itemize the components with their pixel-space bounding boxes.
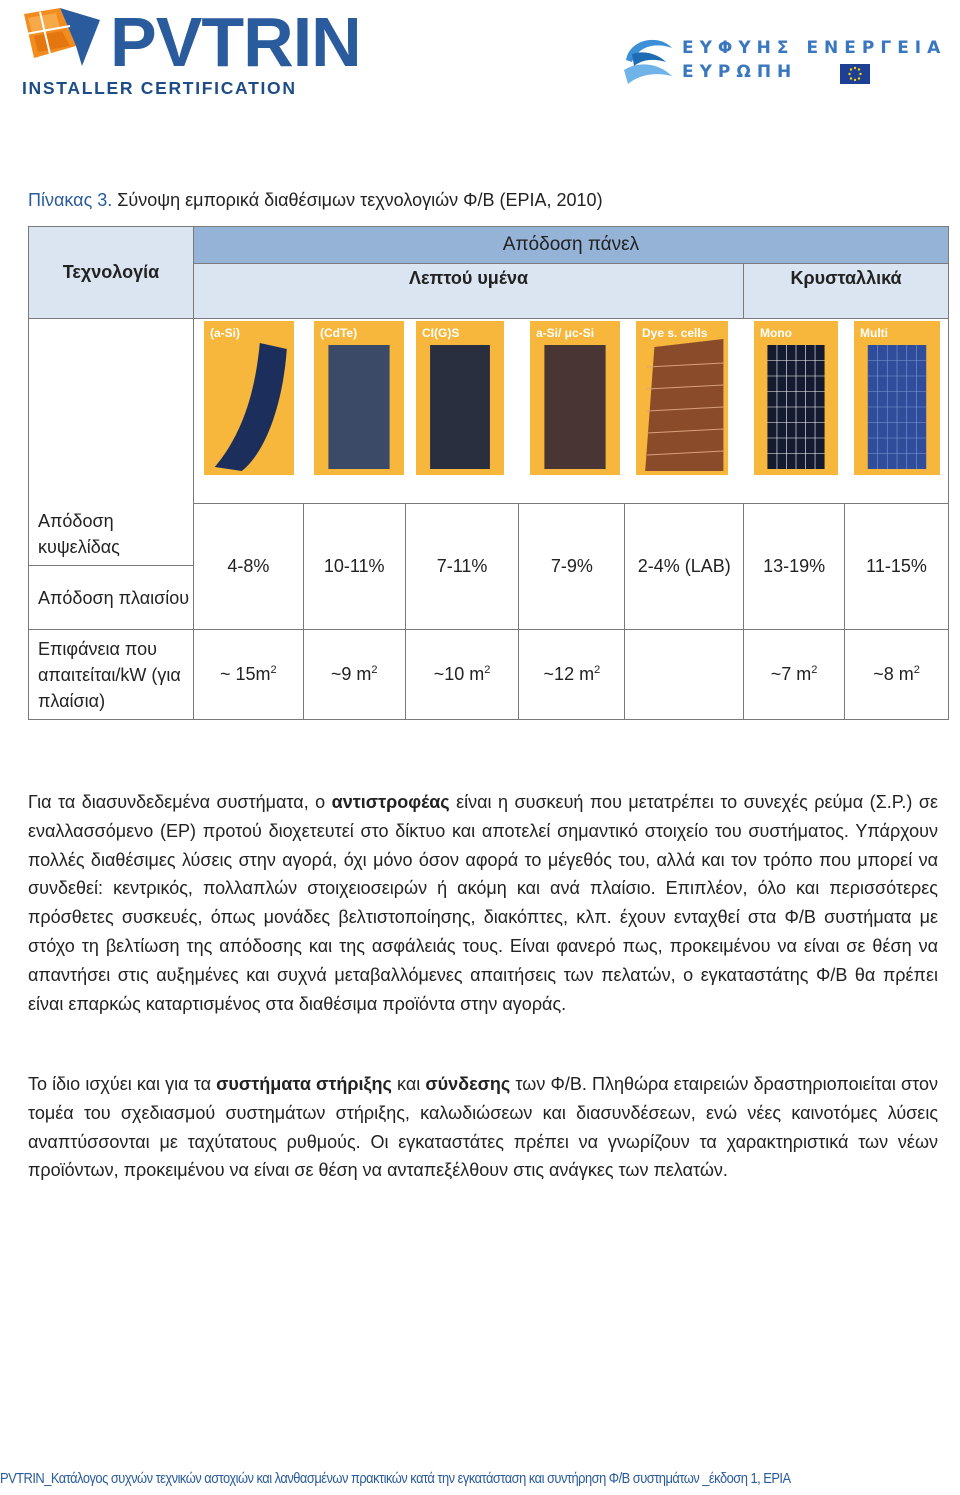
panel-image-4 (530, 321, 620, 475)
efficiency-value: 7-11% (405, 504, 519, 630)
technology-header: Τεχνολογία (29, 227, 194, 319)
area-value: ~10 $m^2$ (405, 630, 519, 720)
table-caption (28, 190, 603, 211)
thin-film-header: Λεπτού υμένα (193, 264, 743, 319)
efficiency-value: 13-19% (744, 504, 845, 630)
logo-line-2: ΕΥΡΩΠΗ (682, 62, 798, 82)
cell-efficiency-label: Απόδοση κυψελίδας (29, 504, 194, 566)
sun-panel-icon (20, 6, 110, 78)
panel-label: a-Si/ μc-Si (535, 326, 594, 340)
area-value: ~7 $m^2$ (744, 630, 845, 720)
panel-image-7 (854, 321, 940, 475)
module-efficiency-label: Απόδοση πλαισίου (29, 566, 194, 630)
efficiency-value: 4-8% (193, 504, 303, 630)
panel-label: Mono (759, 326, 792, 340)
panel-images (194, 319, 948, 503)
logo-title: PVTRIN (110, 3, 361, 81)
efficiency-value: 2-4% (LAB) (625, 504, 744, 630)
page-footer: PVTRIN_Κατάλογος συχνών τεχνικών αστοχιών και λανθασμένων πρακτικών κατά την εγκατάσταση και συντήρηση Φ/Β συστημάτων _έκδοση 1, EPIA (0, 1470, 791, 1487)
area-value: ~8 $m^2$ (845, 630, 949, 720)
area-value: ~12 $m^2$ (519, 630, 625, 720)
area-value (625, 630, 744, 720)
eu-flag-icon (840, 64, 870, 84)
panel-label: (a-Si) (209, 326, 240, 340)
logo-line-1: ΕΥΦΥΗΣ ΕΝΕΡΓΕΙΑ (682, 38, 947, 58)
logo-subtitle: INSTALLER CERTIFICATION (22, 78, 297, 98)
efficiency-value: 10-11% (303, 504, 405, 630)
panel-image-1 (204, 321, 294, 475)
panel-label: Dye s. cells (641, 326, 708, 340)
panel-image-5 (636, 321, 728, 475)
panel-image-3 (416, 321, 504, 475)
image-row-label (29, 319, 194, 504)
area-value: ~ $15m^2$ (193, 630, 303, 720)
panel-images-cell (193, 319, 948, 504)
crystalline-header: Κρυσταλλικά (744, 264, 949, 319)
inverter-paragraph: Για τα διασυνδεδεμένα συστήματα, ο αντιστροφέας είναι η συσκευή που μετατρέπει το συνεχές ρεύμα (Σ.Ρ.) σε εναλλασσόμενο (ΕΡ) προτού διοχετευτεί στο δίκτυο και αποτελεί σημαντικό στοιχείο του συστήματος. Υπάρχουν πολλές διαθέσιμες λύσεις στην αγορά, όχι μόνο όσον αφορά το μέγεθός του, αλλά και τον τρόπο που μπορεί να συνδεθεί: κεντρικός, πολλαπλών στοιχειοσειρών ή ακόμη και ανά πλαίσιο. Επιπλέον, όλο και περισσότερες πρόσθετες συσκευές, όπως μονάδες βελτιστοποίησης, διακόπτες, κλπ. έχουν ενταχθεί στα Φ/Β συστήματα με στόχο τη βελτίωση της απόδοσης και της ασφάλειάς τους. Είναι φανερό πως, προκειμένου να είναι σε θέση να απαντήσει στις αυξημένες και συχνά μεταβαλλόμενες απαιτήσεις των πελατών, ο εγκαταστάτης Φ/Β θα πρέπει είναι επαρκώς καταρτισμένος στα διαθέσιμα προϊόντα στην αγοράς. (28, 792, 938, 1014)
panel-efficiency-header: Απόδοση πάνελ (193, 227, 948, 264)
swirl-icon (620, 30, 676, 90)
panel-image-6 (754, 321, 838, 475)
panel-label: (CdTe) (319, 326, 358, 340)
panel-image-2 (314, 321, 404, 475)
pvtrin-logo (20, 3, 361, 102)
efficiency-value: 11-15% (845, 504, 949, 630)
mounting-paragraph: Το ίδιο ισχύει και για τα συστήματα στήριξης και σύνδεσης των Φ/Β. Πληθώρα εταιρειών δραστηριοποιείται στον τομέα του σχεδιασμού συστημάτων στήριξης, καλωδιώσεων και διασυνδέσεων, ενώ νέες καινοτόμες λύσεις αναπτύσσονται με ταχύτατους ρυθμούς. Οι εγκαταστάτες πρέπει να γνωρίζουν τα χαρακτηριστικά των νέων προϊόντων, προκειμένου να είναι σε θέση να ανταπεξέλθουν στις ανάγκες των πελατών. (28, 1074, 938, 1181)
area-value: ~9 $m^2$ (303, 630, 405, 720)
intelligent-energy-europe-logo (620, 28, 955, 96)
panel-label: Multi (859, 326, 888, 340)
required-area-label: Επιφάνεια που απαιτείται/kW (για πλαίσια) (29, 630, 194, 720)
caption-label: Πίνακας 3. (28, 190, 113, 210)
caption-text: Σύνοψη εμπορικά διαθέσιμων τεχνολογιών Φ/Β (EPIA, 2010) (112, 190, 603, 210)
efficiency-value: 7-9% (519, 504, 625, 630)
panel-label: CI(G)S (421, 326, 460, 340)
pv-technology-table (28, 226, 949, 720)
